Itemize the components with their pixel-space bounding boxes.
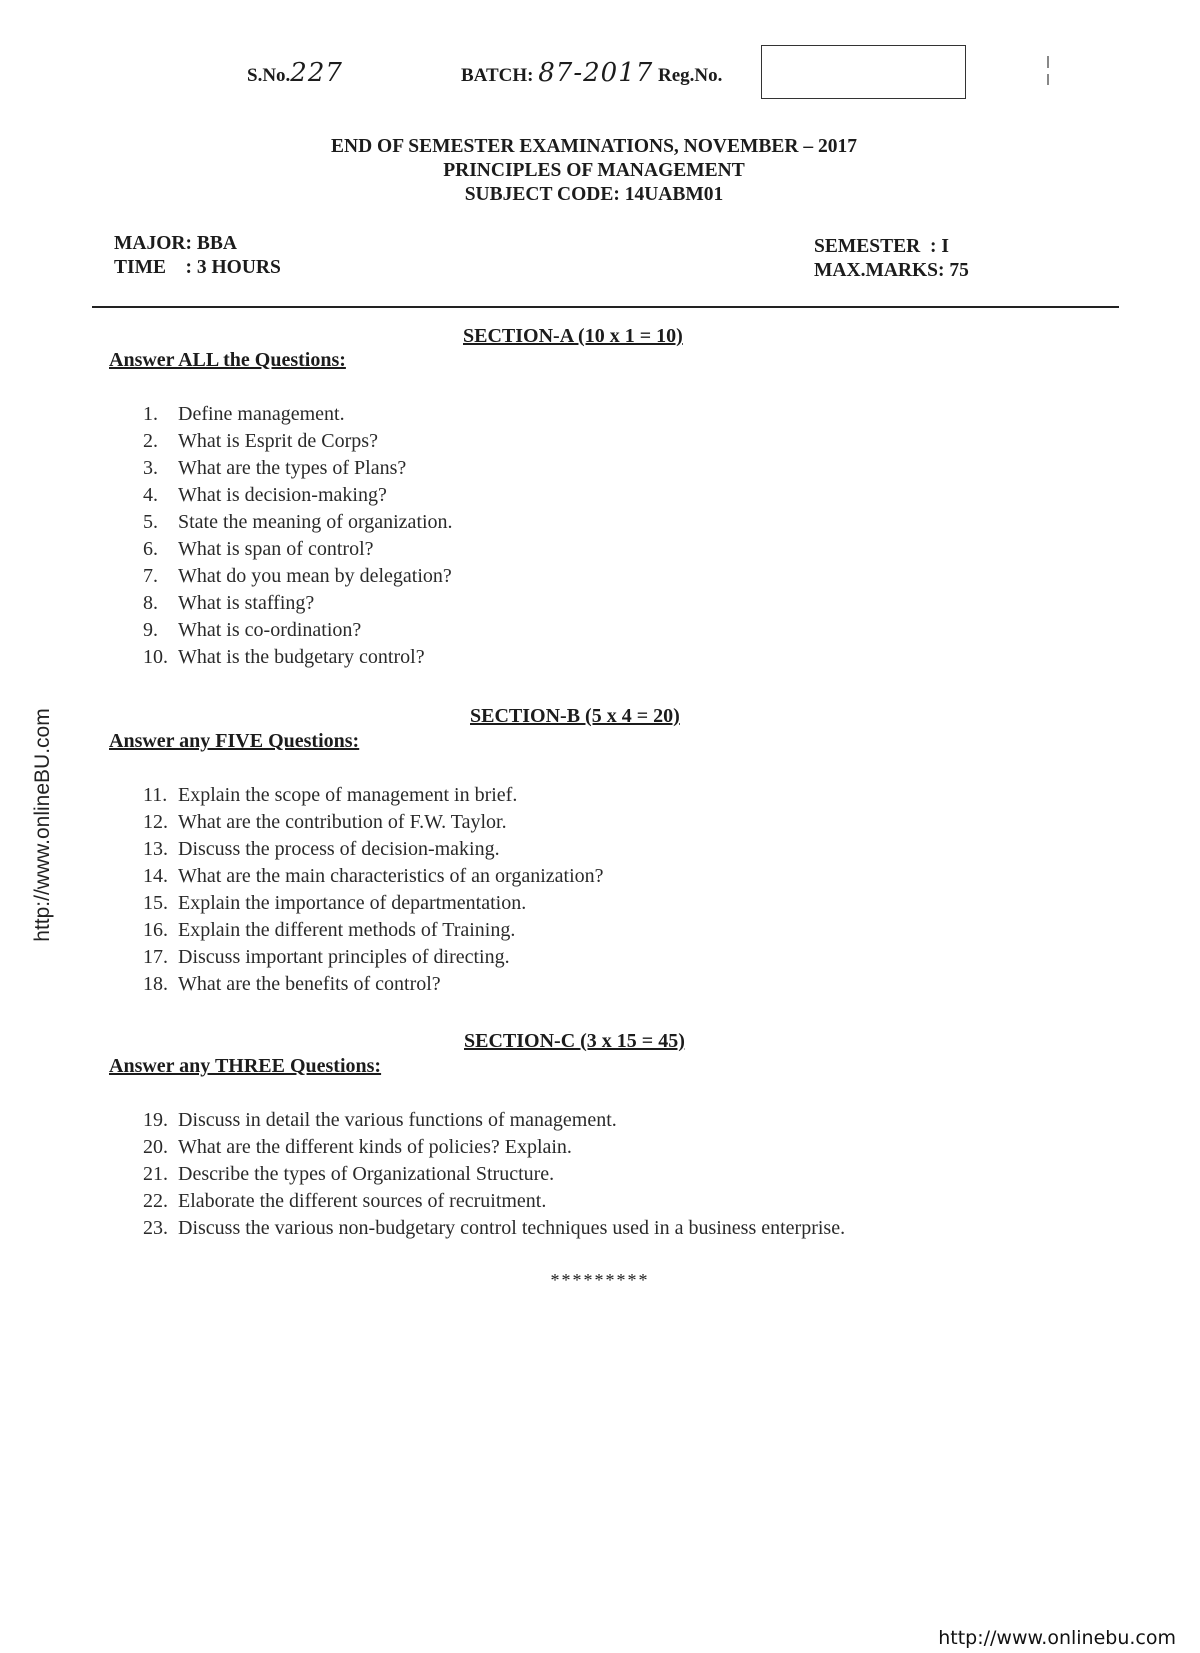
header-divider xyxy=(92,306,1119,308)
scan-mark xyxy=(1047,56,1049,68)
question: 6. What is span of control? xyxy=(143,538,374,560)
footer-watermark-link[interactable]: http://www.onlinebu.com xyxy=(938,1627,1176,1649)
reg-number-label: Reg.No. xyxy=(658,65,723,86)
question: 20. What are the different kinds of policies? Explain. xyxy=(143,1136,572,1158)
scan-mark xyxy=(1047,74,1049,85)
section-c-instruction: Answer any THREE Questions: xyxy=(109,1055,382,1077)
batch xyxy=(461,58,722,88)
question: 16. Explain the different methods of Training. xyxy=(143,919,516,941)
question: 4. What is decision-making? xyxy=(143,484,387,506)
section-a-instruction: Answer ALL the Questions: xyxy=(109,349,346,371)
batch-value: 87-2017 xyxy=(538,58,654,88)
serial-number-value: 227 xyxy=(290,58,343,88)
max-marks: MAX.MARKS: 75 xyxy=(814,260,969,281)
section-c-questions xyxy=(143,1107,845,1242)
time: TIME : 3 HOURS xyxy=(114,257,281,278)
question: 3. What are the types of Plans? xyxy=(143,457,407,479)
question: 15. Explain the importance of departmentation. xyxy=(143,892,527,914)
question: 5. State the meaning of organization. xyxy=(143,511,453,533)
question: 19. Discuss in detail the various functions of management. xyxy=(143,1109,617,1131)
question: 14. What are the main characteristics of an organization? xyxy=(143,865,604,887)
section-a-questions xyxy=(143,401,453,671)
question: 2. What is Esprit de Corps? xyxy=(143,430,378,452)
semester: SEMESTER : I xyxy=(814,236,949,257)
question: 1. Define management. xyxy=(143,403,345,425)
section-a-heading: SECTION-A (10 x 1 = 10) xyxy=(463,325,683,347)
question: 23. Discuss the various non-budgetary control techniques used in a business enterprise. xyxy=(143,1217,846,1239)
question: 11. Explain the scope of management in brief. xyxy=(143,784,518,806)
question: 13. Discuss the process of decision-making. xyxy=(143,838,500,860)
question: 9. What is co-ordination? xyxy=(143,619,362,641)
question: 22. Elaborate the different sources of recruitment. xyxy=(143,1190,547,1212)
question: 12. What are the contribution of F.W. Taylor. xyxy=(143,811,507,833)
side-watermark-link[interactable]: http://www.onlineBU.com xyxy=(31,708,54,942)
serial-number xyxy=(247,58,343,88)
section-b-questions xyxy=(143,782,604,998)
question: 17. Discuss important principles of directing. xyxy=(143,946,510,968)
subject-code: SUBJECT CODE: 14UABM01 xyxy=(464,184,724,205)
question: 7. What do you mean by delegation? xyxy=(143,565,452,587)
serial-number-label: S.No. xyxy=(247,65,291,86)
subject-title: PRINCIPLES OF MANAGEMENT xyxy=(443,160,745,181)
question: 18. What are the benefits of control? xyxy=(143,973,441,995)
question: 10. What is the budgetary control? xyxy=(143,646,425,668)
section-c-heading: SECTION-C (3 x 15 = 45) xyxy=(464,1030,685,1052)
question: 21. Describe the types of Organizational Structure. xyxy=(143,1163,555,1185)
section-b-instruction: Answer any FIVE Questions: xyxy=(109,730,360,752)
end-marker: ********* xyxy=(550,1270,650,1290)
batch-label: BATCH: xyxy=(461,65,534,86)
exam-title: END OF SEMESTER EXAMINATIONS, NOVEMBER – 2017 xyxy=(330,136,857,157)
section-b-heading: SECTION-B (5 x 4 = 20) xyxy=(470,705,680,727)
question: 8. What is staffing? xyxy=(143,592,315,614)
reg-number-box[interactable] xyxy=(761,45,966,99)
major: MAJOR: BBA xyxy=(114,233,237,254)
